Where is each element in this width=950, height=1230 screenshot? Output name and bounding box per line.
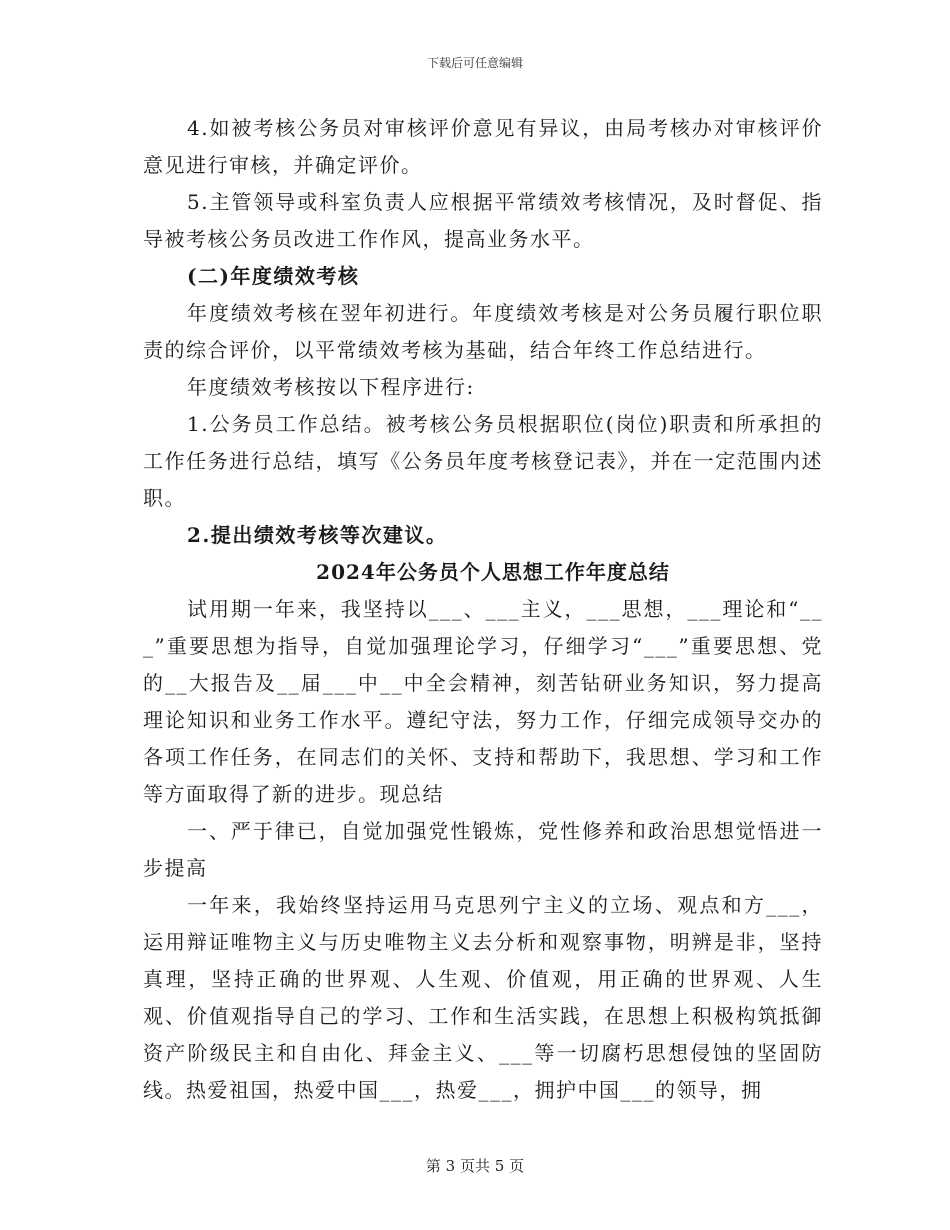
header-note: 下载后可任意编辑 (426, 56, 523, 70)
paragraph-worldview: 一年来，我始终坚持运用马克思列宁主义的立场、观点和方___，运用辩证唯物主义与历史唯物主义去分析和观察事物，明辨是非，坚持真理，坚持正确的世界观、人生观、价值观，用正确的世界观、人生观、价值观指导自己的学习、工作和生活实践，在思想上积极构筑抵御资产阶级民主和自由化、拜金主义、___等一切腐朽思想侵蚀的坚固防线。热爱祖国，热爱中国___，热爱___，拥护中国___的领导，拥 (143, 893, 823, 1102)
paragraph-review-objection: 4.如被考核公务员对审核评价意见有异议，由局考核办对审核评价意见进行审核，并确定评价。 (143, 116, 823, 177)
paragraph-step-grade-proposal: 2.提出绩效考核等次建议。 (187, 523, 448, 547)
paragraph-annual-assessment-intro: 年度绩效考核在翌年初进行。年度绩效考核是对公务员履行职位职责的综合评价，以平常绩效考核为基础，结合年终工作总结进行。 (143, 301, 823, 362)
section-heading-annual-assessment: (二)年度绩效考核 (187, 264, 360, 288)
paragraph-step-work-summary: 1.公务员工作总结。被考核公务员根据职位(岗位)职责和所承担的工作任务进行总结，填写《公务员年度考核登记表》，并在一定范围内述职。 (143, 412, 823, 510)
page-number: 第 3 页共 5 页 (425, 1157, 525, 1175)
section-heading-self-discipline: 一、严于律已，自觉加强党性锻炼，党性修养和政治思想觉悟进一步提高 (143, 819, 823, 880)
paragraph-procedure-intro: 年度绩效考核按以下程序进行: (187, 375, 475, 399)
paragraph-probation-summary: 试用期一年来，我坚持以___、___主义，___思想，___理论和“___”重要思想为指导，自觉加强理论学习，仔细学习“___”重要思想、党的__大报告及__届___中__中全会精神，刻苦钻研业务知识，努力提高理论知识和业务工作水平。遵纪守法，努力工作，仔细完成领导交办的各项工作任务，在同志们的关怀、支持和帮助下，我思想、学习和工作等方面取得了新的进步。现总结 (143, 597, 823, 806)
paragraph-supervisor-guidance: 5.主管领导或科室负责人应根据平常绩效考核情况，及时督促、指导被考核公务员改进工作作风，提高业务水平。 (143, 190, 823, 251)
document-body (143, 110, 823, 1109)
document-title: 2024年公务员个人思想工作年度总结 (316, 560, 670, 584)
